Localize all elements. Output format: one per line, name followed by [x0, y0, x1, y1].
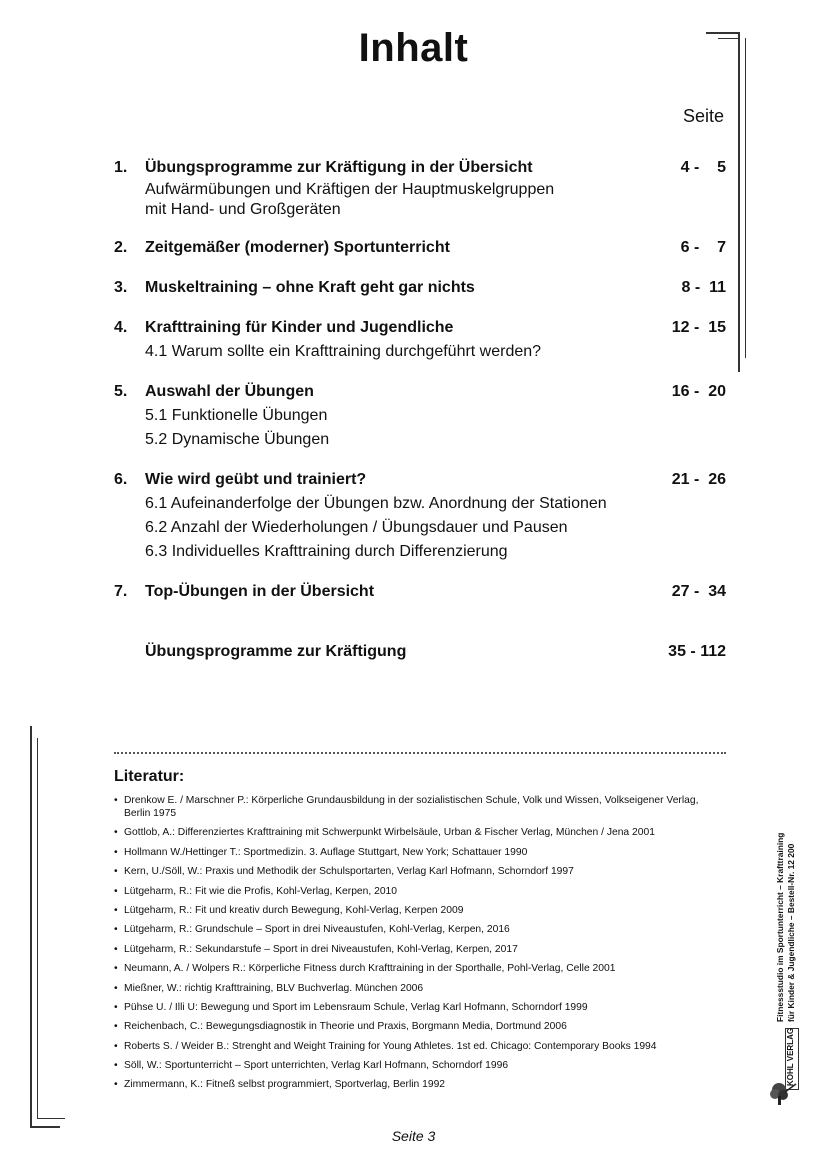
toc-subsection: 6.3 Individuelles Krafttraining durch Differenzierung [145, 543, 508, 560]
frame-line-right-inner [745, 38, 746, 358]
toc-title: Auswahl der Übungen [145, 383, 314, 400]
toc-pages: 27 - 34 [671, 583, 726, 600]
toc-number: 5. [114, 383, 128, 400]
toc-number: 3. [114, 279, 128, 296]
toc-title: Übungsprogramme zur Kräftigung [145, 643, 407, 660]
literature-item: • Zimmermann, K.: Fitneß selbst programmiert, Sportverlag, Berlin 1992 [114, 1078, 724, 1091]
toc-title: Muskeltraining – ohne Kraft geht gar nichts [145, 279, 475, 296]
literature-item: • Lütgeharm, R.: Fit und kreativ durch Bewegung, Kohl-Verlag, Kerpen 2009 [114, 904, 724, 917]
toc-title: Krafttraining für Kinder und Jugendliche [145, 319, 454, 336]
toc-entry-2 [114, 236, 726, 260]
frame-line-left-outer [30, 726, 32, 1126]
toc-pages: 8 - 11 [681, 279, 726, 296]
literature-heading: Literatur: [114, 768, 185, 785]
literature-item: • Hollmann W./Hettinger T.: Sportmedizin. 3. Auflage Stuttgart, New York; Schattauer 1990 [114, 846, 724, 859]
toc-subline: mit Hand- und Großgeräten [145, 201, 341, 218]
toc-pages: 12 - 15 [671, 319, 726, 336]
toc-number: 1. [114, 159, 128, 176]
toc-subline: Aufwärmübungen und Kräftigen der Hauptmuskelgruppen [145, 181, 555, 198]
publisher-logo-text: KOHL VERLAG [786, 1027, 795, 1086]
toc-subsection: 6.2 Anzahl der Wiederholungen / Übungsdauer und Pausen [145, 519, 568, 536]
toc-subsection: 5.2 Dynamische Übungen [145, 431, 330, 448]
spine-line-2: für Kinder & Jugendliche – Bestell-Nr. 12 200 [786, 843, 796, 1022]
toc-pages: 6 - 7 [680, 239, 726, 256]
literature-item: • Neumann, A. / Wolpers R.: Körperliche Fitness durch Krafttraining in der Sporthalle, Pohl-Verlag, Celle 2001 [114, 962, 724, 975]
literature-item: • Reichenbach, C.: Bewegungsdiagnostik in Theorie und Praxis, Borgmann Media, Dortmund 2006 [114, 1020, 724, 1033]
page-number: Seite 3 [391, 1128, 436, 1144]
page-column-header: Seite [682, 106, 724, 126]
toc-entry-7 [114, 580, 726, 604]
toc-entry-programs [114, 640, 726, 664]
literature-item: • Söll, W.: Sportunterricht – Sport unterrichten, Verlag Karl Hofmann, Schorndorf 1996 [114, 1059, 724, 1072]
frame-corner-bottom-left-inner [37, 1118, 65, 1119]
literature-item: • Kern, U./Söll, W.: Praxis und Methodik der Schulsportarten, Verlag Karl Hofmann, Schorndorf 1997 [114, 865, 724, 878]
dotted-divider [114, 752, 726, 754]
toc-title: Top-Übungen in der Übersicht [145, 583, 375, 600]
toc-entry-5 [114, 380, 726, 452]
frame-line-left-inner [37, 738, 38, 1118]
literature-list [114, 794, 724, 1098]
toc-number: 6. [114, 471, 128, 488]
toc-entry-4 [114, 316, 726, 364]
toc-pages: 35 - 112 [668, 643, 726, 660]
literature-item: • Drenkow E. / Marschner P.: Körperliche Grundausbildung in der sozialistischen Schule, Volk und Wissen, Volkseigener Verlag, Berlin 1975 [114, 794, 724, 820]
toc-subsection: 5.1 Funktionelle Übungen [145, 407, 328, 424]
literature-item: • Mießner, W.: richtig Krafttraining, BLV Buchverlag. München 2006 [114, 982, 724, 995]
table-of-contents [114, 156, 726, 664]
literature-item: • Gottlob, A.: Differenziertes Krafttraining mit Schwerpunkt Wirbelsäule, Urban & Fischer Verlag, München / Jena 2001 [114, 826, 724, 839]
toc-number: 2. [114, 239, 128, 256]
toc-title: Zeitgemäßer (moderner) Sportunterricht [145, 239, 450, 256]
spine-line-1: Fitnessstudio im Sportunterricht – Krafttraining [775, 832, 785, 1022]
literature-item: • Lütgeharm, R.: Fit wie die Profis, Kohl-Verlag, Kerpen, 2010 [114, 885, 724, 898]
toc-pages: 4 - 5 [680, 159, 726, 176]
literature-item: • Lütgeharm, R.: Grundschule – Sport in drei Niveaustufen, Kohl-Verlag, Kerpen, 2016 [114, 923, 724, 936]
toc-number: 7. [114, 583, 128, 600]
toc-title: Übungsprogramme zur Kräftigung in der Übersicht [145, 159, 533, 176]
toc-subsection: 6.1 Aufeinanderfolge der Übungen bzw. Anordnung der Stationen [145, 495, 607, 512]
literature-item: • Pühse U. / Illi U: Bewegung und Sport im Lebensraum Schule, Verlag Karl Hofmann, Schorndorf 1999 [114, 1001, 724, 1014]
toc-entry-6 [114, 468, 726, 564]
toc-entry-3 [114, 276, 726, 300]
toc-pages: 21 - 26 [671, 471, 726, 488]
toc-entry-1 [114, 156, 726, 220]
literature-item: • Roberts S. / Weider B.: Strenght and Weight Training for Young Athletes. 1st ed. Chicago: Contemporary Books 1994 [114, 1040, 724, 1053]
toc-pages: 16 - 20 [671, 383, 726, 400]
tree-logo-icon [768, 1078, 798, 1106]
toc-title: Wie wird geübt und trainiert? [145, 471, 367, 488]
frame-line-right-outer [738, 32, 740, 372]
spine-label [775, 792, 797, 1022]
page-title: Inhalt [358, 26, 469, 70]
toc-subsection: 4.1 Warum sollte ein Krafttraining durchgeführt werden? [145, 343, 542, 360]
toc-number: 4. [114, 319, 128, 336]
literature-item: • Lütgeharm, R.: Sekundarstufe – Sport in drei Niveaustufen, Kohl-Verlag, Kerpen, 2017 [114, 943, 724, 956]
